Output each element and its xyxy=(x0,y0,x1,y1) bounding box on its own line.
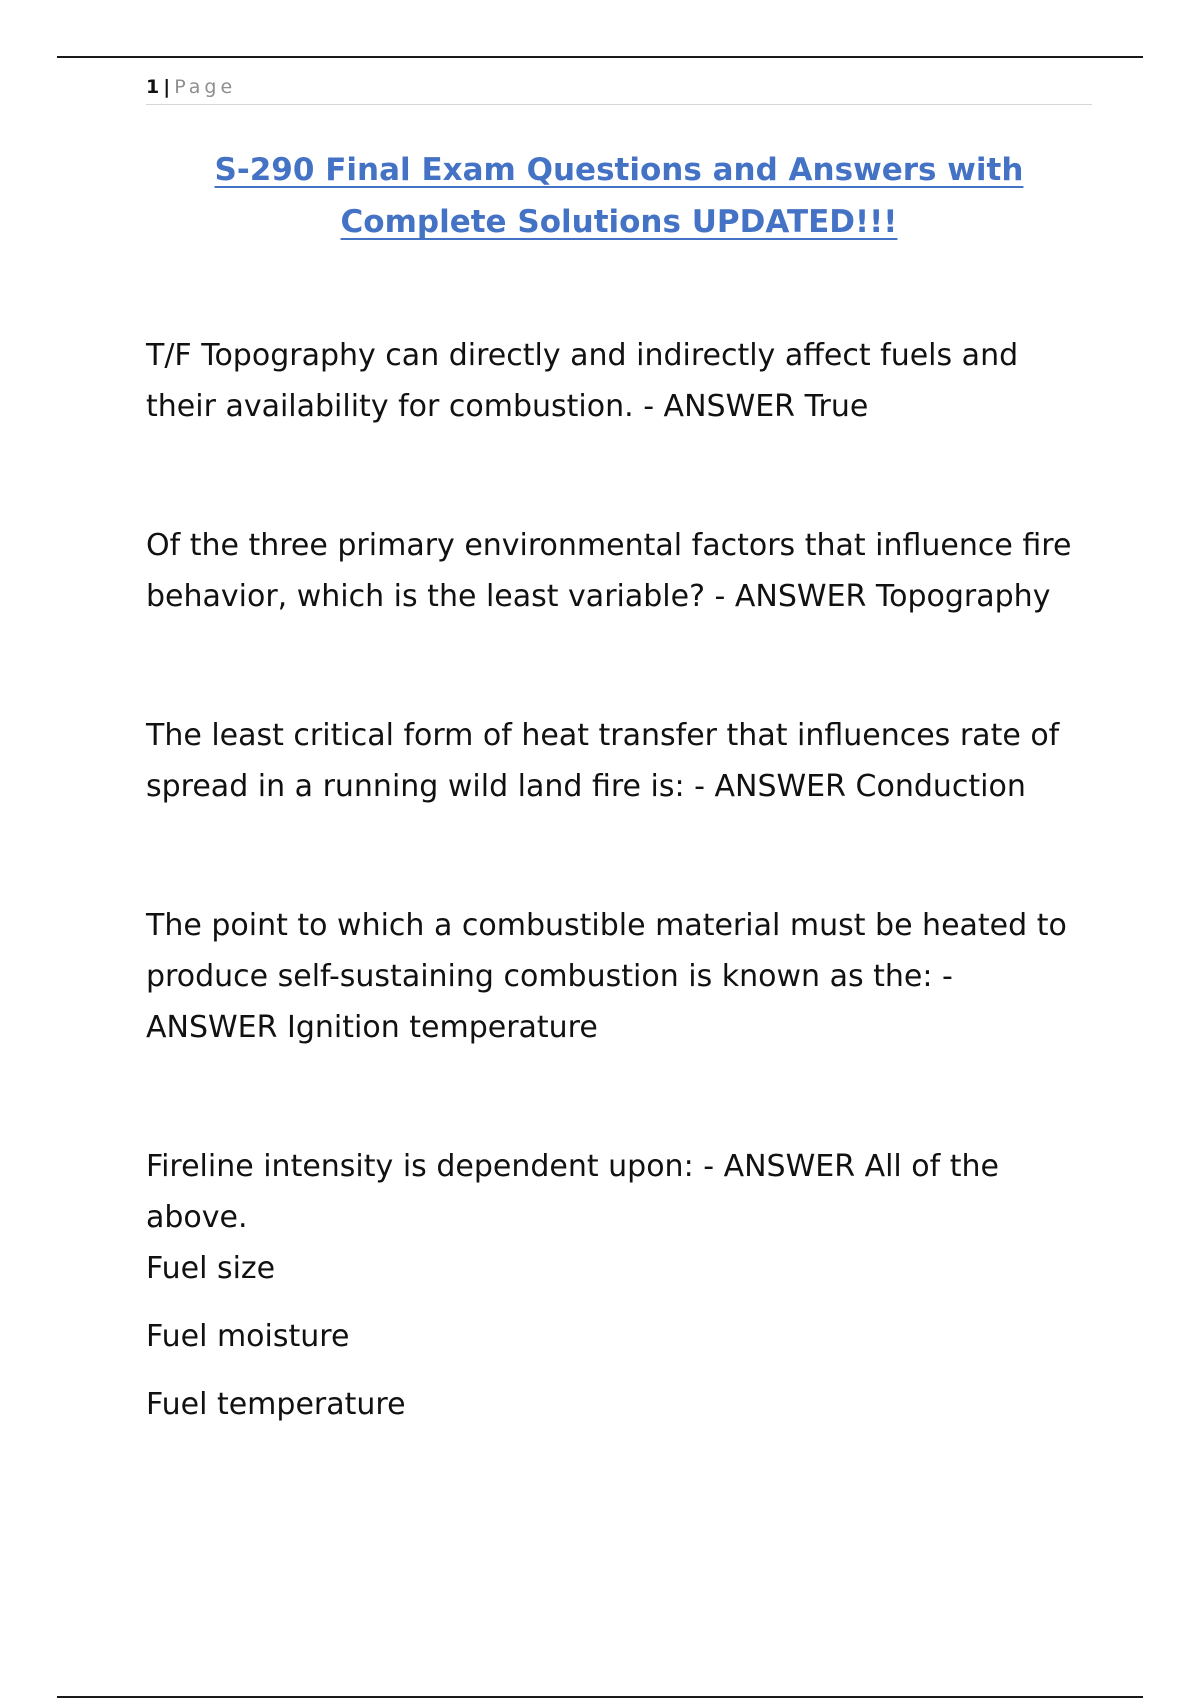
answer-option: Fuel size xyxy=(146,1251,276,1286)
qa-text: Fireline intensity is dependent upon: - ANSWER All of the above. xyxy=(146,1149,999,1235)
qa-text: Of the three primary environmental factors that influence fire behavior, which is the least variable? - ANSWER Topography xyxy=(146,528,1072,614)
top-rule xyxy=(57,56,1143,58)
answer-option: Fuel moisture xyxy=(146,1319,350,1354)
document-title-line-2: Complete Solutions UPDATED!!! xyxy=(340,204,898,240)
document-title xyxy=(146,144,1092,248)
page-number: 1 xyxy=(146,76,160,98)
bottom-rule xyxy=(57,1696,1143,1698)
qa-item xyxy=(146,330,1092,432)
qa-item xyxy=(146,900,1092,1053)
qa-item xyxy=(146,1141,1092,1430)
page-header xyxy=(146,74,1092,105)
qa-text: The point to which a combustible material must be heated to produce self-sustaining combustion is known as the: - ANSWER Ignition temperature xyxy=(146,908,1067,1045)
qa-text: The least critical form of heat transfer that influences rate of spread in a running wild land fire is: - ANSWER Conduction xyxy=(146,718,1060,804)
page-label: Page xyxy=(174,76,237,98)
answer-option: Fuel temperature xyxy=(146,1387,406,1422)
qa-item xyxy=(146,520,1092,622)
qa-list xyxy=(146,330,1092,1518)
document-title-line-1: S-290 Final Exam Questions and Answers with xyxy=(214,152,1024,188)
qa-item xyxy=(146,710,1092,812)
qa-text: T/F Topography can directly and indirectly affect fuels and their availability for combustion. - ANSWER True xyxy=(146,338,1019,424)
page-separator: | xyxy=(163,76,171,98)
